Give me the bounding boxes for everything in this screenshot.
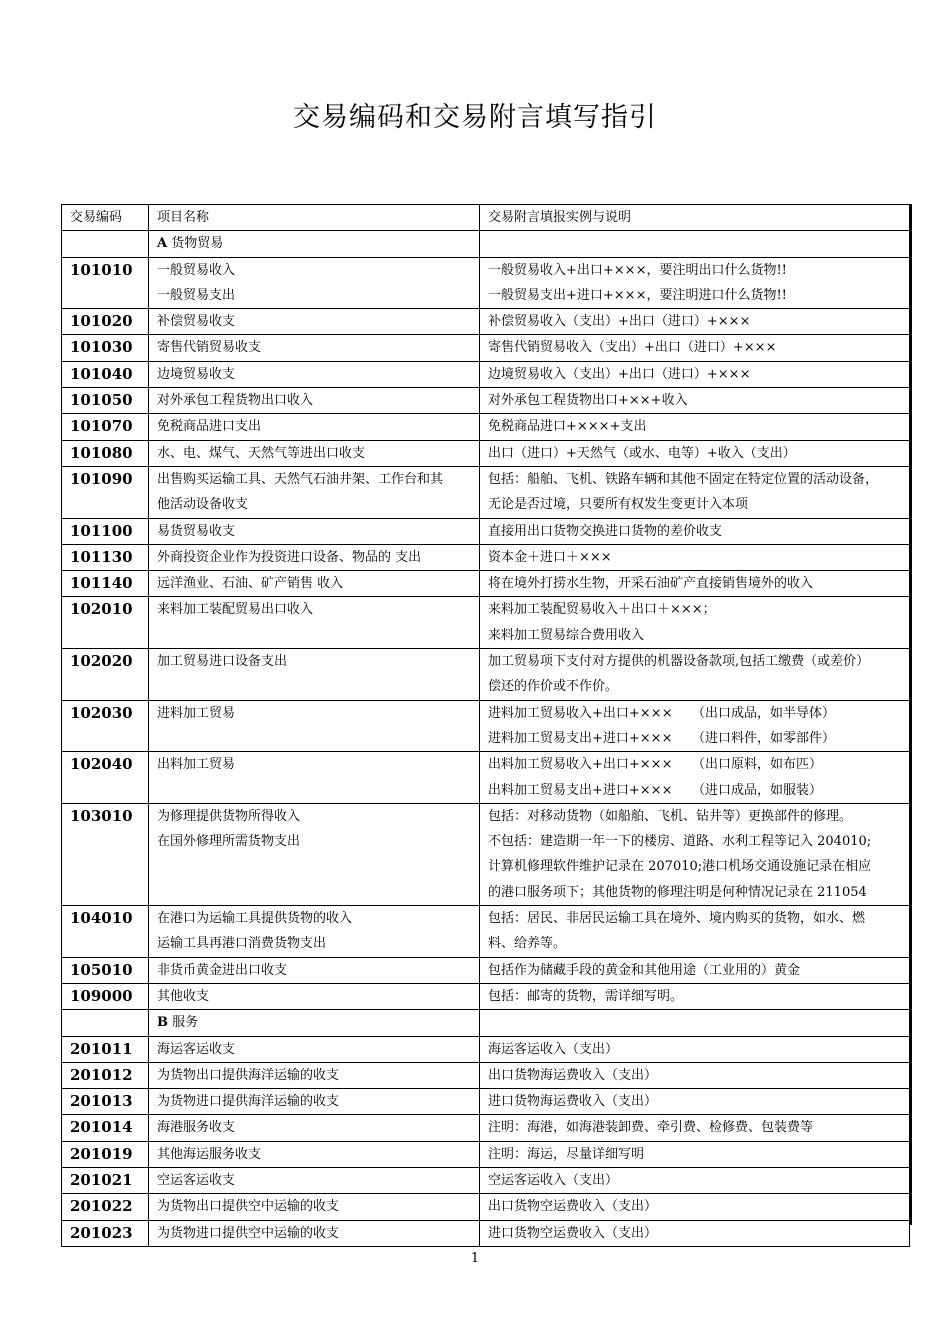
item-name-line: 其他海运服务收支 <box>157 1146 262 1162</box>
note-line: 出口货物海运费收入（支出） <box>488 1067 658 1083</box>
item-name-cell <box>149 518 480 544</box>
item-name-line: 对外承包工程货物出口收入 <box>157 393 314 409</box>
item-name-cell <box>149 1167 480 1193</box>
note-cell <box>480 309 910 335</box>
note-cell <box>480 571 910 597</box>
item-name-line: 他活动设备收支 <box>157 497 249 513</box>
item-name-line: 易货贸易收支 <box>157 523 236 539</box>
note-line: 偿还的作价或不作价。 <box>488 679 619 695</box>
note-line: 加工贸易项下支付对方提供的机器设备款项,包括工缴费（或差价） <box>488 654 870 670</box>
table-row <box>62 957 910 983</box>
item-name-line: 加工贸易进口设备支出 <box>157 654 288 670</box>
note-line: 寄售代销贸易收入（支出）+出口（进口）+××× <box>488 340 777 356</box>
transaction-code: 101130 <box>62 544 149 570</box>
table-row <box>62 440 910 466</box>
table-row <box>62 1194 910 1220</box>
category-note-cell <box>480 1010 910 1036</box>
item-name-cell <box>149 1141 480 1167</box>
table-header-row <box>62 205 910 231</box>
transaction-code: 201014 <box>62 1115 149 1141</box>
item-name-cell <box>149 957 480 983</box>
page-title: 交易编码和交易附言填写指引 <box>293 102 657 133</box>
note-line: 出料加工贸易支出+进口+××× （进口成品，如服装） <box>488 782 822 798</box>
note-cell <box>480 335 910 361</box>
transaction-code: 101040 <box>62 361 149 387</box>
table-row <box>62 544 910 570</box>
item-name-line: 海运客运收支 <box>157 1041 236 1057</box>
item-name-line: 运输工具再港口消费货物支出 <box>157 936 327 952</box>
item-name-line: 其他收支 <box>157 988 210 1004</box>
note-cell <box>480 1115 910 1141</box>
item-name-line: 为修理提供货物所得收入 <box>157 808 301 824</box>
note-cell <box>480 1141 910 1167</box>
note-line: 补偿贸易收入（支出）+出口（进口）+××× <box>488 314 751 330</box>
transaction-code: 109000 <box>62 983 149 1009</box>
item-name-line: 一般贸易收入 <box>157 262 236 278</box>
note-cell <box>480 544 910 570</box>
transaction-code: 201013 <box>62 1089 149 1115</box>
item-name-line: 出料加工贸易 <box>157 757 236 773</box>
item-name-line: 空运客运收支 <box>157 1172 236 1188</box>
item-name-cell <box>149 440 480 466</box>
table-right-border <box>910 204 912 1225</box>
note-line: 进料加工贸易支出+进口+××× （进口料件，如零部件） <box>488 730 835 746</box>
category-code-cell <box>62 231 149 257</box>
note-cell <box>480 752 910 804</box>
note-line: 免税商品进口+×××+支出 <box>488 419 647 435</box>
category-name: 货物贸易 <box>171 236 224 252</box>
item-name-line: 出售购买运输工具、天然气石油井架、工作台和其 <box>157 471 444 487</box>
table-row <box>62 1115 910 1141</box>
transaction-code: 103010 <box>62 803 149 905</box>
item-name-line: 在港口为运输工具提供货物的收入 <box>157 911 353 927</box>
note-cell <box>480 1167 910 1193</box>
item-name-line: 远洋渔业、石油、矿产销售 收入 <box>157 576 344 592</box>
item-name-line: 为货物进口提供海洋运输的收支 <box>157 1094 340 1110</box>
transaction-code: 201021 <box>62 1167 149 1193</box>
table-row <box>62 906 910 958</box>
note-line: 包括：邮寄的货物，需详细写明。 <box>488 988 684 1004</box>
note-cell <box>480 1194 910 1220</box>
note-line: 一般贸易收入+出口+×××，要注明出口什么货物!! <box>488 262 787 278</box>
table-row <box>62 752 910 804</box>
header-name: 项目名称 <box>149 205 480 231</box>
item-name-line: 寄售代销贸易收支 <box>157 340 262 356</box>
item-name-cell <box>149 257 480 309</box>
note-cell <box>480 1062 910 1088</box>
note-cell <box>480 957 910 983</box>
item-name-cell <box>149 700 480 752</box>
transaction-code: 102030 <box>62 700 149 752</box>
transaction-code: 101140 <box>62 571 149 597</box>
item-name-line: 在国外修理所需货物支出 <box>157 834 301 850</box>
note-cell <box>480 1220 910 1246</box>
note-line: 注明：海港，如海港装卸费、牵引费、检修费、包装费等 <box>488 1120 814 1136</box>
category-row <box>62 231 910 257</box>
item-name-cell <box>149 649 480 701</box>
table-row <box>62 1167 910 1193</box>
item-name-cell <box>149 803 480 905</box>
item-name-cell <box>149 544 480 570</box>
item-name-line: 一般贸易支出 <box>157 287 236 303</box>
note-line: 边境贸易收入（支出）+出口（进口）+××× <box>488 366 751 382</box>
item-name-cell <box>149 1062 480 1088</box>
table-row <box>62 1089 910 1115</box>
table-row <box>62 571 910 597</box>
transaction-code: 101050 <box>62 388 149 414</box>
item-name-cell <box>149 388 480 414</box>
item-name-cell <box>149 597 480 649</box>
item-name-cell <box>149 1194 480 1220</box>
transaction-code: 101090 <box>62 466 149 518</box>
category-letter: B <box>157 1015 168 1031</box>
table-row <box>62 700 910 752</box>
table-row <box>62 388 910 414</box>
item-name-line: 免税商品进口支出 <box>157 419 262 435</box>
table-row <box>62 649 910 701</box>
table-row <box>62 257 910 309</box>
item-name-cell <box>149 571 480 597</box>
note-line: 的港口服务项下；其他货物的修理注明是何种情况记录在 211054 <box>488 884 867 900</box>
note-line: 包括作为储藏手段的黄金和其他用途（工业用的）黄金 <box>488 962 801 978</box>
transaction-code: 101010 <box>62 257 149 309</box>
category-name-cell <box>149 1010 480 1036</box>
category-name: 服务 <box>172 1015 199 1031</box>
transaction-code-table <box>61 204 910 1247</box>
note-cell <box>480 1089 910 1115</box>
note-cell <box>480 1036 910 1062</box>
note-line: 将在境外打捞水生物，开采石油矿产直接销售境外的收入 <box>488 576 814 592</box>
header-code: 交易编码 <box>62 205 149 231</box>
note-cell <box>480 700 910 752</box>
note-line: 包括：居民、非居民运输工具在境外、境内购买的货物，如水、燃 <box>488 911 866 927</box>
note-cell <box>480 440 910 466</box>
item-name-line: 为货物进口提供空中运输的收支 <box>157 1225 340 1241</box>
transaction-code: 201022 <box>62 1194 149 1220</box>
table-row <box>62 518 910 544</box>
transaction-code: 102020 <box>62 649 149 701</box>
note-line: 来料加工贸易综合费用收入 <box>488 627 645 643</box>
note-cell <box>480 257 910 309</box>
item-name-cell <box>149 1115 480 1141</box>
item-name-cell <box>149 309 480 335</box>
note-cell <box>480 803 910 905</box>
note-line: 来料加工装配贸易收入＋出口＋×××； <box>488 602 716 618</box>
item-name-cell <box>149 335 480 361</box>
transaction-code: 105010 <box>62 957 149 983</box>
transaction-code: 201011 <box>62 1036 149 1062</box>
table-row <box>62 597 910 649</box>
note-cell <box>480 388 910 414</box>
note-cell <box>480 414 910 440</box>
note-line: 进口货物空运费收入（支出） <box>488 1225 658 1241</box>
category-note-cell <box>480 231 910 257</box>
transaction-code: 101030 <box>62 335 149 361</box>
note-line: 对外承包工程货物出口+××+收入 <box>488 393 688 409</box>
category-code-cell <box>62 1010 149 1036</box>
item-name-line: 来料加工装配贸易出口收入 <box>157 602 314 618</box>
transaction-code: 102010 <box>62 597 149 649</box>
table-row <box>62 1062 910 1088</box>
note-cell <box>480 906 910 958</box>
note-line: 无论是否过境，只要所有权发生变更计入本项 <box>488 497 749 513</box>
note-line: 出料加工贸易收入+出口+××× （出口原料，如布匹） <box>488 757 822 773</box>
item-name-line: 非货币黄金进出口收支 <box>157 962 288 978</box>
item-name-line: 海港服务收支 <box>157 1120 236 1136</box>
note-line: 一般贸易支出+进口+×××，要注明进口什么货物!! <box>488 287 787 303</box>
table-row <box>62 309 910 335</box>
note-line: 料、给养等。 <box>488 936 567 952</box>
table-row <box>62 1036 910 1062</box>
item-name-cell <box>149 1089 480 1115</box>
transaction-code: 101020 <box>62 309 149 335</box>
table-row <box>62 803 910 905</box>
category-letter: A <box>157 236 168 252</box>
item-name-line: 补偿贸易收支 <box>157 314 236 330</box>
note-line: 出口（进口）+天然气（或水、电等）+收入（支出） <box>488 445 796 461</box>
transaction-code: 201019 <box>62 1141 149 1167</box>
table-row <box>62 1141 910 1167</box>
category-row <box>62 1010 910 1036</box>
page-number: 1 <box>470 1251 480 1266</box>
item-name-cell <box>149 361 480 387</box>
table-row <box>62 1220 910 1246</box>
item-name-cell <box>149 414 480 440</box>
note-line: 进料加工贸易收入+出口+××× （出口成品，如半导体） <box>488 705 835 721</box>
note-cell <box>480 466 910 518</box>
table-row <box>62 361 910 387</box>
item-name-cell <box>149 1036 480 1062</box>
item-name-line: 外商投资企业作为投资进口设备、物品的 支出 <box>157 549 422 565</box>
note-cell <box>480 983 910 1009</box>
transaction-code: 201012 <box>62 1062 149 1088</box>
table-row <box>62 983 910 1009</box>
item-name-cell <box>149 752 480 804</box>
transaction-code: 101070 <box>62 414 149 440</box>
note-line: 出口货物空运费收入（支出） <box>488 1199 658 1215</box>
note-line: 海运客运收入（支出） <box>488 1041 619 1057</box>
item-name-cell <box>149 906 480 958</box>
note-line: 资本金＋进口＋××× <box>488 549 612 565</box>
transaction-code: 201023 <box>62 1220 149 1246</box>
note-line: 计算机修理软件维护记录在 207010;港口机场交通设施记录在相应 <box>488 859 872 875</box>
transaction-code: 101100 <box>62 518 149 544</box>
category-name-cell <box>149 231 480 257</box>
note-line: 包括：对移动货物（如船舶、飞机、钻井等）更换部件的修理。 <box>488 808 853 824</box>
note-cell <box>480 361 910 387</box>
note-line: 进口货物海运费收入（支出） <box>488 1094 658 1110</box>
note-cell <box>480 518 910 544</box>
transaction-code: 102040 <box>62 752 149 804</box>
transaction-code: 104010 <box>62 906 149 958</box>
item-name-line: 进料加工贸易 <box>157 705 236 721</box>
note-line: 注明：海运，尽量详细写明 <box>488 1146 645 1162</box>
item-name-cell <box>149 466 480 518</box>
table-row <box>62 414 910 440</box>
note-cell <box>480 649 910 701</box>
note-line: 空运客运收入（支出） <box>488 1172 619 1188</box>
transaction-code: 101080 <box>62 440 149 466</box>
item-name-cell <box>149 983 480 1009</box>
item-name-cell <box>149 1220 480 1246</box>
note-line: 直接用出口货物交换进口货物的差价收支 <box>488 523 723 539</box>
item-name-line: 为货物出口提供空中运输的收支 <box>157 1199 340 1215</box>
note-cell <box>480 597 910 649</box>
header-note: 交易附言填报实例与说明 <box>480 205 910 231</box>
item-name-line: 水、电、煤气、天然气等进出口收支 <box>157 445 366 461</box>
item-name-line: 为货物出口提供海洋运输的收支 <box>157 1067 340 1083</box>
table-row <box>62 335 910 361</box>
item-name-line: 边境贸易收支 <box>157 366 236 382</box>
note-line: 不包括：建造期一年一下的楼房、道路、水利工程等记入 204010; <box>488 834 872 850</box>
table-row <box>62 466 910 518</box>
note-line: 包括：船舶、飞机、铁路车辆和其他不固定在特定位置的活动设备， <box>488 471 879 487</box>
